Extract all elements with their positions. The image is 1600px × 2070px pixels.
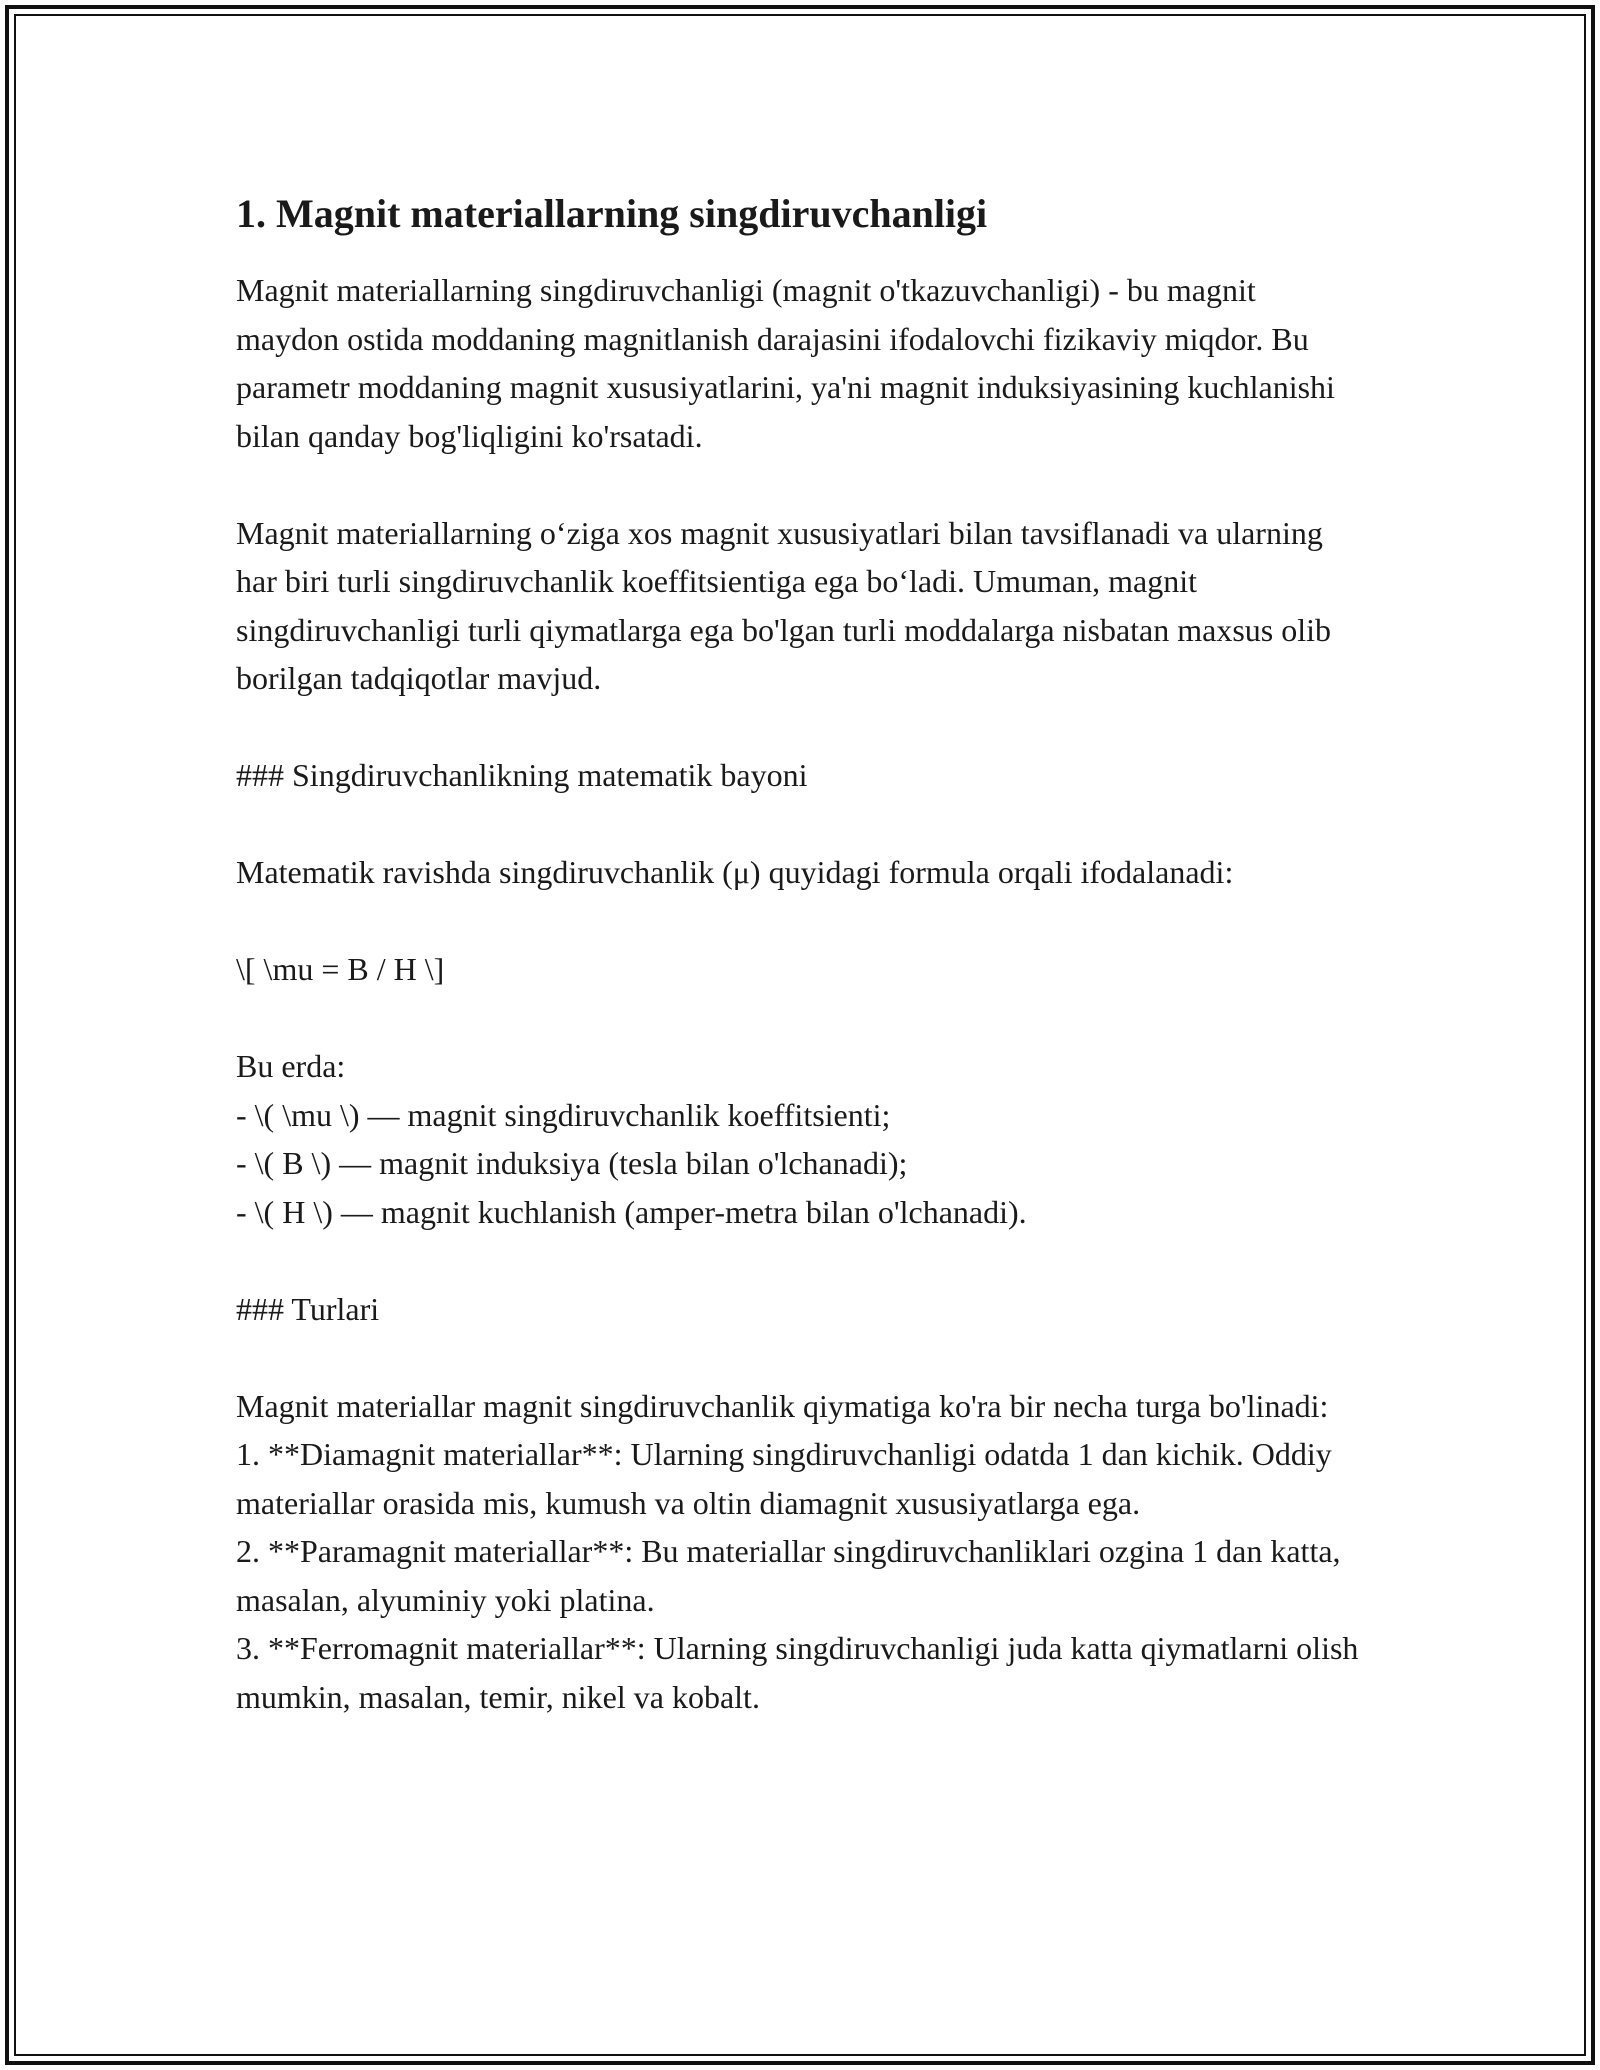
list-item-diamagnetic: 1. **Diamagnit materiallar**: Ularning singdiruvchanligi odatda 1 dan kichik. Oddiy materiallar orasida mis, kumush va oltin diamagnit xususiyatlarga ega. bbox=[236, 1436, 1332, 1521]
document-body bbox=[236, 188, 1366, 1721]
paragraph-spacer bbox=[236, 800, 1366, 849]
paragraph-spacer bbox=[236, 1236, 1366, 1285]
paragraph-spacer bbox=[236, 703, 1366, 752]
paragraph-spacer bbox=[236, 460, 1366, 509]
list-item-paramagnetic: 2. **Paramagnit materiallar**: Bu materiallar singdiruvchanliklari ozgina 1 dan katta, masalan, alyuminiy yoki platina. bbox=[236, 1533, 1341, 1618]
second-paragraph: Magnit materiallarning o‘ziga xos magnit xususiyatlari bilan tavsiflanadi va ularning har biri turli singdiruvchanlik koeffitsientiga ega bo‘ladi. Umuman, magnit singdiruvchanligi turli qiymatlarga ega bo'lgan turli moddalarga nisbatan maxsus olib borilgan tadqiqotlar mavjud. bbox=[236, 514, 1332, 696]
definition-mu: - \( \mu \) — magnit singdiruvchanlik koeffitsienti; bbox=[236, 1096, 891, 1133]
paragraph-spacer bbox=[236, 994, 1366, 1043]
definition-b: - \( B \) — magnit induksiya (tesla bilan o'lchanadi); bbox=[236, 1145, 908, 1181]
types-subheading: ### Turlari bbox=[236, 1290, 380, 1327]
math-subheading: ### Singdiruvchanlikning matematik bayoni bbox=[236, 757, 808, 793]
paragraph-spacer bbox=[236, 1333, 1366, 1382]
definition-h: - \( H \) — magnit kuchlanish (amper-metra bilan o'lchanadi). bbox=[236, 1193, 1027, 1230]
formula-line: \[ \mu = B / H \] bbox=[236, 951, 445, 987]
types-intro: Magnit materiallar magnit singdiruvchanlik qiymatiga ko'ra bir necha turga bo'linadi: bbox=[236, 1387, 1329, 1424]
formula-intro: Matematik ravishda singdiruvchanlik (μ) quyidagi formula orqali ifodalanadi: bbox=[236, 854, 1234, 890]
intro-paragraph: Magnit materiallarning singdiruvchanligi (magnit o'tkazuvchanligi) - bu magnit maydon ostida moddaning magnitlanish darajasini ifodalovchi fizikaviy miqdor. Bu parametr moddaning magnit xususiyatlarini, ya'ni magnit induksiyasining kuchlanishi bilan qanday bog'liqligini ko'rsatadi. bbox=[236, 272, 1335, 454]
list-item-ferromagnetic: 3. **Ferromagnit materiallar**: Ularning singdiruvchanligi juda katta qiymatlarni olish mumkin, masalan, temir, nikel va kobalt. bbox=[236, 1630, 1359, 1715]
paragraph-spacer bbox=[236, 897, 1366, 946]
page-title: 1. Magnit materiallarning singdiruvchanligi bbox=[236, 191, 988, 236]
where-label: Bu erda: bbox=[236, 1048, 346, 1084]
